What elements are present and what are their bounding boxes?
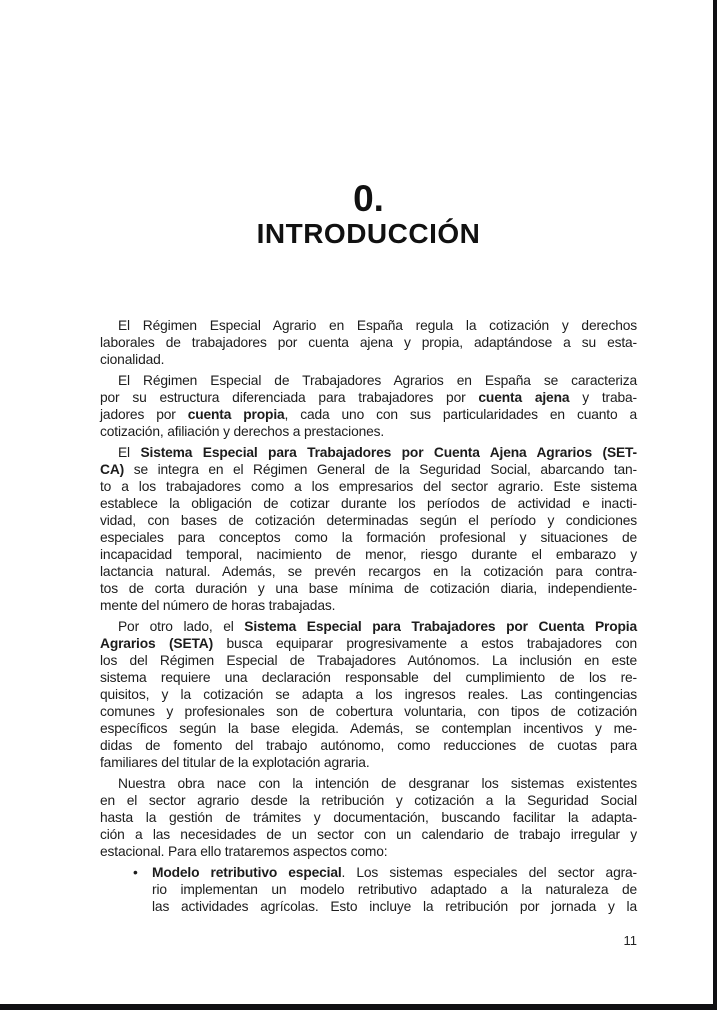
text-line: rio implementan un modelo retributivo adaptado a la naturaleza de [152, 882, 637, 897]
text-line: ción a las necesidades de un sector con un calendario de trabajo irregular y [100, 827, 637, 842]
text-line: Agrarios (SETA) busca equiparar progresivamente a estos trabajadores con [100, 636, 638, 651]
text-line: especiales para conceptos como la formación profesional y situaciones de [100, 530, 637, 545]
text-line: hasta la gestión de trámites y documentación, buscando facilitar la adapta- [100, 810, 637, 825]
text-line: El Sistema Especial para Trabajadores por Cuenta Ajena Agrarios (SET- [118, 445, 638, 460]
page-number: 11 [623, 933, 637, 948]
text-line: comunes y profesionales son de cobertura voluntaria, con tipos de cotización [100, 704, 637, 719]
text-line: cionalidad. [100, 352, 165, 367]
text-line: Modelo retributivo especial. Los sistemas especiales del sector agra- [152, 865, 637, 880]
text-line: El Régimen Especial de Trabajadores Agrarios en España se caracteriza [118, 373, 637, 388]
paragraph [100, 775, 637, 860]
text-line: familiares del titular de la explotación agraria. [100, 755, 370, 770]
chapter-number: 0. [353, 178, 384, 219]
text-line: didas de fomento del trabajo autónomo, como reducciones de cuotas para [100, 738, 637, 753]
text-line: por su estructura diferenciada para trabajadores por cuenta ajena y traba- [100, 390, 637, 405]
text-line: vidad, con bases de cotización determinadas según el período y condiciones [100, 513, 637, 528]
text-line: lactancia natural. Además, se prevén recargos en la cotización para contra- [100, 564, 637, 579]
body-text [100, 317, 637, 919]
text-line: El Régimen Especial Agrario en España regula la cotización y derechos [118, 318, 637, 333]
text-line: Nuestra obra nace con la intención de desgranar los sistemas existentes [118, 776, 637, 791]
paragraph [100, 317, 637, 368]
paragraph [100, 372, 637, 440]
bullet-marker: • [133, 865, 138, 880]
scan-edge-right-border [713, 0, 717, 1010]
text-line: Por otro lado, el Sistema Especial para Trabajadores por Cuenta Propia [118, 619, 637, 634]
text-line: to a los trabajadores como a los empresarios del sector agrario. Este sistema [100, 479, 637, 494]
chapter-title: INTRODUCCIÓN [256, 218, 481, 249]
text-line: específicos según la base elegida. Además, se contemplan incentivos y me- [100, 721, 637, 736]
text-line: estacional. Para ello trataremos aspectos como: [100, 844, 388, 859]
text-line: cotización, afiliación y derechos a prestaciones. [100, 424, 385, 439]
text-line: establece la obligación de cotizar durante los períodos de actividad e inacti- [100, 496, 637, 511]
paragraph [100, 444, 637, 614]
text-line: incapacidad temporal, nacimiento de menor, riesgo durante el embarazo y [100, 547, 637, 562]
scan-edge-bottom-border [0, 1004, 717, 1010]
text-line: CA) se integra en el Régimen General de la Seguridad Social, abarcando tan- [100, 462, 637, 477]
text-line: las actividades agrícolas. Esto incluye la retribución por jornada y la [152, 899, 637, 914]
text-line: en el sector agrario desde la retribución y cotización a la Seguridad Social [100, 793, 637, 808]
chapter-heading [100, 180, 637, 249]
paragraph [100, 618, 637, 771]
text-line: jadores por cuenta propia, cada uno con sus particularidades en cuanto a [100, 407, 637, 422]
text-line: laborales de trabajadores por cuenta ajena y propia, adaptándose a su esta- [100, 335, 637, 350]
text-line: sistema requiere una declaración responsable del cumplimiento de los re- [100, 670, 637, 685]
bullet-text [152, 864, 637, 915]
text-line: mente del número de horas trabajadas. [100, 598, 336, 613]
text-line: tos de corta duración y una base mínima de cotización diaria, independiente- [100, 581, 637, 596]
bullet-item [100, 864, 637, 915]
text-line: quisitos, y la cotización se adapta a los ingresos reales. Las contingencias [100, 687, 637, 702]
text-line: los del Régimen Especial de Trabajadores Autónomos. La inclusión en este [100, 653, 637, 668]
